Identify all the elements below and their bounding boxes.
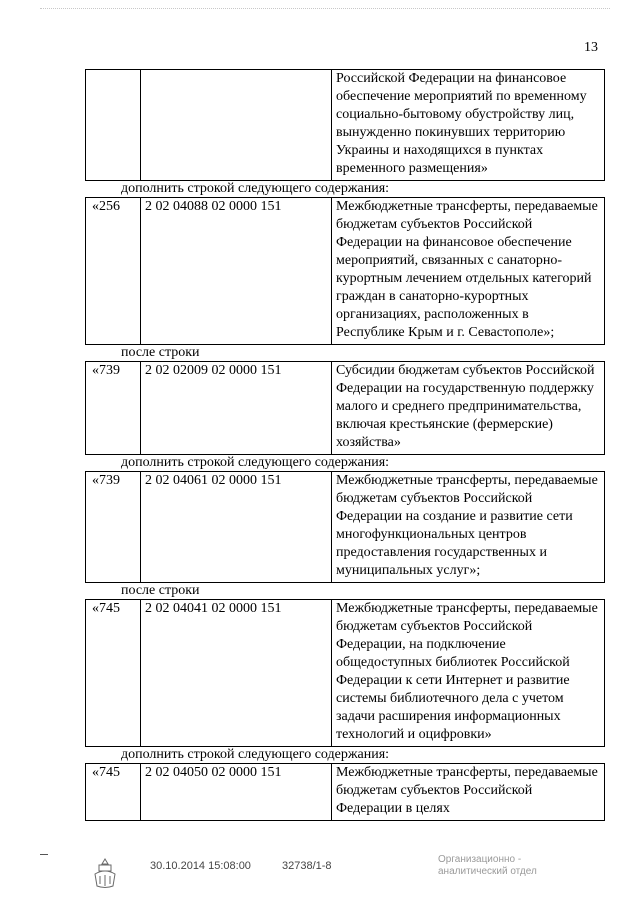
kbk-cell: 2 02 02009 02 0000 151 <box>141 362 332 455</box>
kbk-cell: 2 02 04041 02 0000 151 <box>141 600 332 747</box>
amendment-instruction: дополнить строкой следующего содержания: <box>121 747 390 762</box>
document-body <box>85 69 605 821</box>
table-row <box>85 471 605 583</box>
name-cell: Межбюджетные трансферты, передаваемые бюджетам субъектов Российской Федерации на создание и развитие сети многофункциональных центров предоставления государственных и муниципальных услуг»; <box>332 472 605 583</box>
table-row <box>85 599 605 747</box>
kbk-cell: 2 02 04050 02 0000 151 <box>141 764 332 821</box>
code-cell: «739 <box>86 362 141 455</box>
code-cell: «256 <box>86 198 141 345</box>
emblem-seal-icon <box>90 856 120 890</box>
code-cell <box>86 70 141 181</box>
scan-mark <box>40 854 48 855</box>
registration-number: 32738/1-8 <box>282 860 332 872</box>
table-row <box>85 763 605 821</box>
name-cell: Межбюджетные трансферты, передаваемые бюджетам субъектов Российской Федерации на финансовое обеспечение мероприятий, связанных с санаторно-курортным лечением отдельных категорий граждан в санаторно-курортных организациях, расположенных в Республике Крым и г. Севастополе»; <box>332 198 605 345</box>
amendment-instruction: после строки <box>121 345 200 360</box>
kbk-cell: 2 02 04088 02 0000 151 <box>141 198 332 345</box>
amendment-instruction: дополнить строкой следующего содержания: <box>121 455 390 470</box>
name-cell: Субсидии бюджетам субъектов Российской Федерации на государственную поддержку малого и среднего предпринимательства, включая крестьянские (фермерские) хозяйства» <box>332 362 605 455</box>
code-cell: «745 <box>86 600 141 747</box>
amendment-instruction: после строки <box>121 583 200 598</box>
stamp-line-2: аналитический отдел <box>438 866 537 877</box>
name-cell: Межбюджетные трансферты, передаваемые бюджетам субъектов Российской Федерации в целях <box>332 764 605 821</box>
name-cell: Российской Федерации на финансовое обеспечение мероприятий по временному социально-бытовому обустройству лиц, вынужденно покинувших территорию Украины и находящихся в пунктах временного размещения» <box>332 70 605 181</box>
code-cell: «739 <box>86 472 141 583</box>
kbk-cell <box>141 70 332 181</box>
scan-noise-line <box>40 8 610 10</box>
department-stamp <box>438 854 578 878</box>
table-row <box>85 197 605 345</box>
stamp-line-1: Организационно - <box>438 854 522 865</box>
registration-date: 30.10.2014 15:08:00 <box>150 860 251 872</box>
page-number: 13 <box>584 40 598 55</box>
table-row <box>85 361 605 455</box>
page-footer <box>0 854 640 894</box>
name-cell: Межбюджетные трансферты, передаваемые бюджетам субъектов Российской Федерации, на подключение общедоступных библиотек Российской Федерации к сети Интернет и развитие системы библиотечного дела с учетом задачи расширения информационных технологий и оцифровки» <box>332 600 605 747</box>
table-row <box>85 69 605 181</box>
kbk-cell: 2 02 04061 02 0000 151 <box>141 472 332 583</box>
code-cell: «745 <box>86 764 141 821</box>
amendment-instruction: дополнить строкой следующего содержания: <box>121 181 390 196</box>
